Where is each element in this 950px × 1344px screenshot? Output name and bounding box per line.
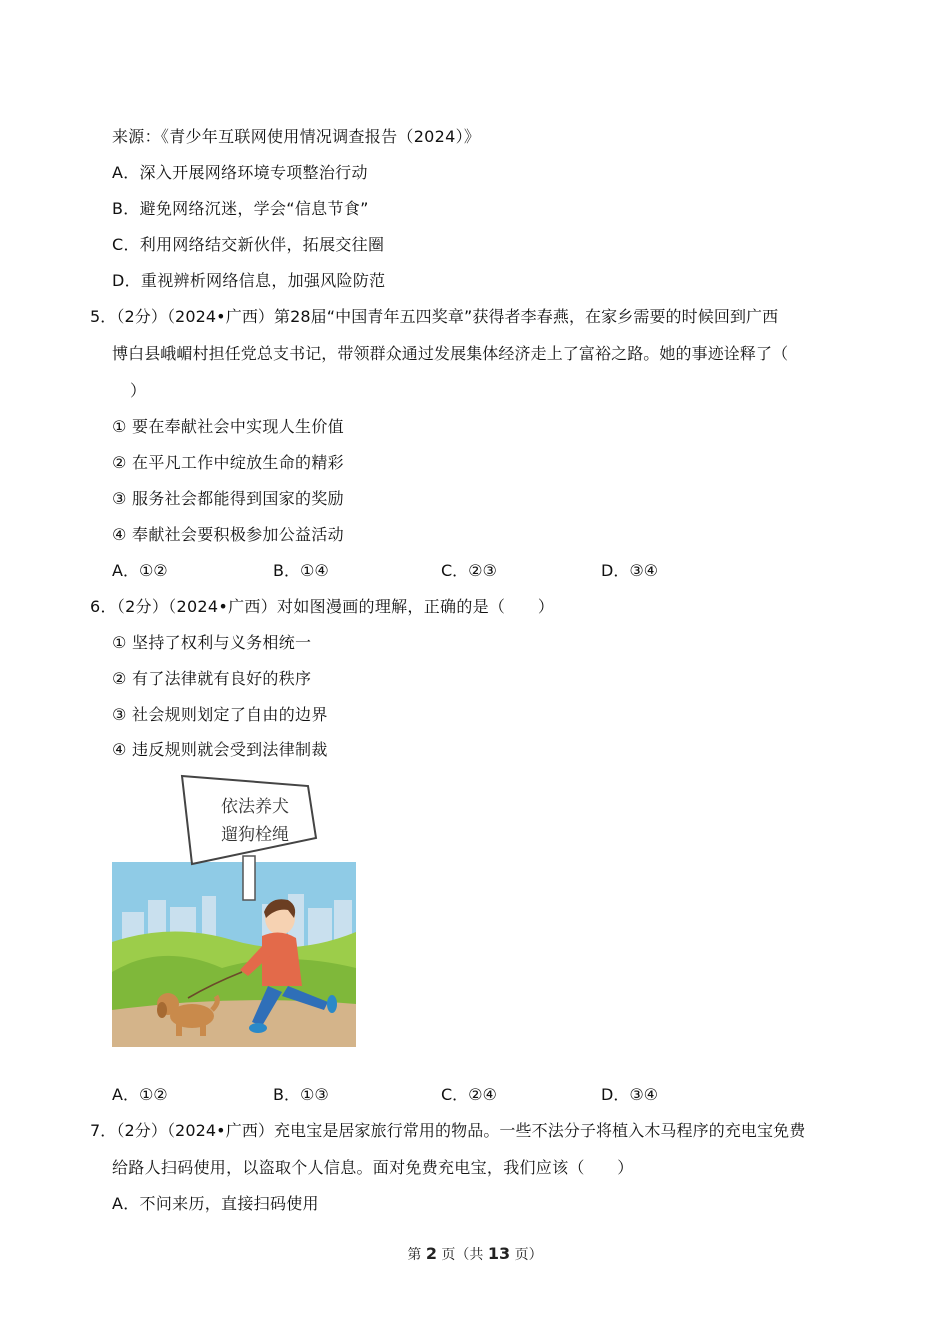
- q6-cartoon-figure: [112, 772, 356, 1047]
- q4-source-note: 来源：《青少年互联网使用情况调查报告（2024）》: [112, 127, 481, 146]
- q5-statement-1: ① 要在奉献社会中实现人生价值: [112, 417, 344, 436]
- sign-text-line1: 依法养犬: [221, 797, 289, 817]
- q5-statement-4: ④ 奉献社会要积极参加公益活动: [112, 525, 344, 544]
- q5-choice-d: D．③④: [601, 561, 659, 580]
- sign-text-line2: 遛狗栓绳: [221, 825, 289, 845]
- q5-statement-2: ② 在平凡工作中绽放生命的精彩: [112, 453, 344, 472]
- q6-choice-a: A．①②: [112, 1085, 168, 1104]
- footer-suffix: 页）: [510, 1247, 543, 1263]
- q4-option-b: B．避免网络沉迷，学会“信息节食”: [112, 199, 369, 218]
- q6-choice-b: B．①③: [273, 1085, 329, 1104]
- sign-post: [243, 856, 255, 900]
- q6-stem: 6．（2分）（2024•广西）对如图漫画的理解，正确的是（ ）: [90, 597, 555, 616]
- q6-statement-4: ④ 违反规则就会受到法律制裁: [112, 740, 328, 759]
- q5-choice-c: C．②③: [441, 561, 497, 580]
- q5-choice-a: A．①②: [112, 561, 168, 580]
- footer-middle: 页（共: [436, 1247, 488, 1263]
- q6-statement-2: ② 有了法律就有良好的秩序: [112, 669, 312, 688]
- q5-choice-b: B．①④: [273, 561, 329, 580]
- footer-prefix: 第: [407, 1247, 426, 1263]
- q7-stem-line2: 给路人扫码使用，以盗取个人信息。面对免费充电宝，我们应该（ ）: [112, 1158, 634, 1177]
- q5-statement-3: ③ 服务社会都能得到国家的奖励: [112, 489, 344, 508]
- q5-stem-line2: 博白县峨嵋村担任党总支书记，带领群众通过发展集体经济走上了富裕之路。她的事迹诠释了（: [112, 344, 789, 363]
- footer-page-number: 2: [425, 1244, 437, 1263]
- sign-board: [182, 776, 316, 864]
- q7-option-a: A．不问来历，直接扫码使用: [112, 1194, 319, 1213]
- q6-statement-1: ① 坚持了权利与义务相统一: [112, 633, 312, 652]
- q6-choice-d: D．③④: [601, 1085, 659, 1104]
- q4-option-c: C．利用网络结交新伙伴，拓展交往圈: [112, 235, 385, 254]
- q5-stem-line1: 5．（2分）（2024•广西）第28届“中国青年五四奖章”获得者李春燕，在家乡需要的时候回到广西: [90, 307, 779, 326]
- q4-option-d: D．重视辨析网络信息，加强风险防范: [112, 271, 386, 290]
- page-footer: [0, 1244, 950, 1264]
- q6-statement-3: ③ 社会规则划定了自由的边界: [112, 705, 328, 724]
- q6-choice-c: C．②④: [441, 1085, 497, 1104]
- footer-total-pages: 13: [487, 1244, 511, 1263]
- q5-stem-line3: ）: [130, 381, 147, 400]
- q7-stem-line1: 7．（2分）（2024•广西）充电宝是居家旅行常用的物品。一些不法分子将植入木马程序的充电宝免费: [90, 1121, 806, 1140]
- q4-option-a: A．深入开展网络环境专项整治行动: [112, 163, 368, 182]
